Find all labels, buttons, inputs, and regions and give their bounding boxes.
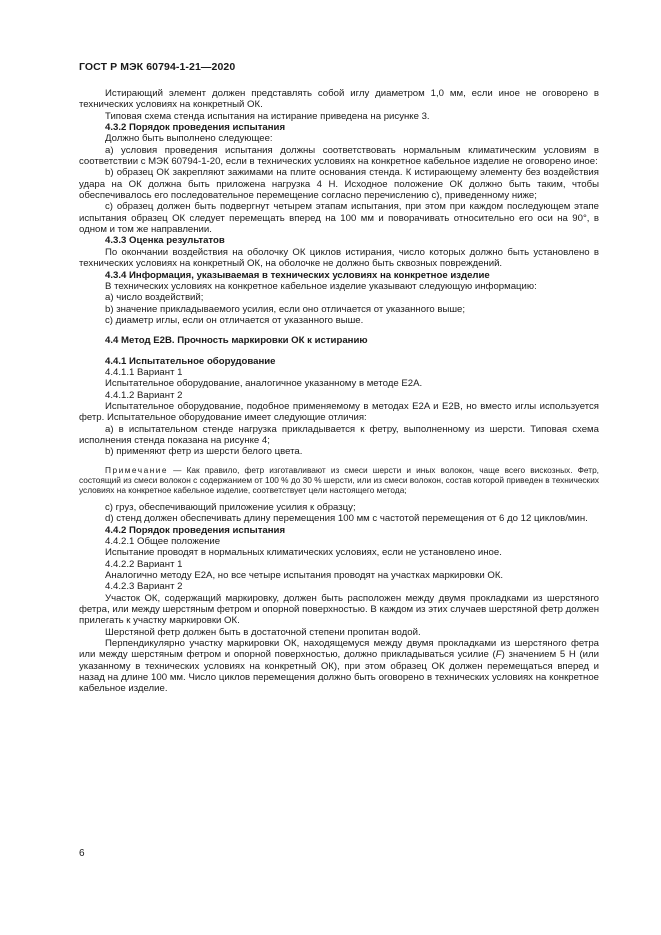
paragraph: По окончании воздействия на оболочку ОК циклов истирания, число которых должно быть установлено в технических условиях на конкретный ОК, на оболочке не должно быть сквозных повреждений. xyxy=(79,246,599,270)
list-item: b) значение прикладываемого усилия, если оно отличается от указанного выше; xyxy=(105,303,466,315)
list-item: b) образец ОК закрепляют зажимами на плите основания стенда. К истирающему элементу без воздействия удара на ОК должна быть приложена нагрузка 4 Н. Исходное положение ОК должно быть таким, чтобы обеспечивалось его последовательное перемещение согласно перечислению c), приведенному ниже; xyxy=(79,167,599,202)
document-body xyxy=(79,88,599,695)
list-item: d) стенд должен обеспечивать длину перемещения 100 мм с частотой перемещения от 6 до 12 циклов/мин. xyxy=(105,513,588,525)
paragraph: Должно быть выполнено следующее: xyxy=(105,133,273,145)
paragraph: Аналогично методу E2A, но все четыре испытания проводят на участках маркировки ОК. xyxy=(105,569,504,581)
subsection-heading: 4.4.2.2 Вариант 1 xyxy=(105,558,183,570)
paragraph: Испытательное оборудование, подобное применяемому в методах E2A и E2B, но вместо иглы используется фетр. Испытательное оборудование имеет следующие отличия: xyxy=(79,400,599,424)
note-text: — Как правило, фетр изготавливают из смеси шерсти и иных волокон, чаще всего вискозных. Фетр, состоящий из смеси волокон с содержанием от 100 % до 30 % шерсти, или из смеси волокон, состав которой приведен в технических условиях на конкретное кабельное изделие, соответствует цели настоящего метода; xyxy=(79,464,599,496)
list-item: a) в испытательном стенде нагрузка прикладывается к фетру, выполненному из шерсти. Типовая схема исполнения стенда показана на рисунке 4; xyxy=(79,423,599,446)
subsection-heading: 4.4.1.2 Вариант 2 xyxy=(105,389,183,401)
section-heading: 4.4.2 Порядок проведения испытания xyxy=(105,524,286,536)
section-heading: 4.4 Метод E2B. Прочность маркировки ОК к истиранию xyxy=(105,335,368,347)
section-heading: 4.3.3 Оценка результатов xyxy=(105,235,225,247)
subsection-heading: 4.4.1.1 Вариант 1 xyxy=(105,366,183,378)
paragraph: Участок ОК, содержащий маркировку, должен быть расположен между двумя прокладками из шерстяного фетра, или между шерстяным фетром и опорной поверхностью. В каждом из этих случаев шерстяной фетр должен прилегать к участку маркировки ОК. xyxy=(79,592,599,627)
section-heading: 4.3.4 Информация, указываемая в технических условиях на конкретное изделие xyxy=(105,269,490,281)
paragraph: Шерстяной фетр должен быть в достаточной степени пропитан водой. xyxy=(105,626,421,638)
subsection-heading: 4.4.2.1 Общее положение xyxy=(105,535,221,547)
list-item: c) диаметр иглы, если он отличается от указанного выше. xyxy=(105,314,364,326)
list-item: b) применяют фетр из шерсти белого цвета. xyxy=(105,446,303,458)
list-item: a) число воздействий; xyxy=(105,292,204,304)
paragraph: Истирающий элемент должен представлять собой иглу диаметром 1,0 мм, если иное не оговорено в технических условиях на конкретный ОК. xyxy=(79,88,599,111)
paragraph xyxy=(79,638,599,695)
section-heading: 4.4.1 Испытательное оборудование xyxy=(105,355,276,367)
list-item: a) условия проведения испытания должны соответствовать нормальным климатическим условиям в соответствии с МЭК 60794-1-20, если в технических условиях на конкретное кабельное изделие не оговорено иное: xyxy=(79,144,599,168)
paragraph-text: ) значением 5 Н (или указанному в технических условиях на конкретный ОК), при этом образец ОК должен перемещаться вперед и назад на длине 100 мм. Число циклов перемещения должно быть оговорено в технических условиях на конкретное кабельное изделие. xyxy=(79,649,599,695)
paragraph-text: Перпендикулярно участку маркировки ОК, находящемуся между двумя прокладками из шерстяного фетра или между шерстяным фетром и опорной поверхностью, должно прикладываться усилие ( xyxy=(79,638,599,661)
page-number: 6 xyxy=(79,848,85,859)
list-item: c) образец должен быть подвергнут четырем этапам испытания, при этом при каждом последующем этапе испытания образец ОК следует перемещать вперед на 100 мм и поворачивать относительно его оси на 90°, в одном и том же направлении. xyxy=(79,201,599,236)
list-item: c) груз, обеспечивающий приложение усилия к образцу; xyxy=(105,501,356,513)
note-label: Примечание xyxy=(105,464,169,475)
document-header: ГОСТ Р МЭК 60794-1-21—2020 xyxy=(79,61,236,73)
section-heading: 4.3.2 Порядок проведения испытания xyxy=(105,122,286,134)
note xyxy=(79,465,599,496)
paragraph: Испытательное оборудование, аналогичное указанному в методе E2A. xyxy=(105,378,423,390)
force-symbol: F xyxy=(495,649,502,661)
paragraph: Испытание проводят в нормальных климатических условиях, если не установлено иное. xyxy=(105,547,502,559)
paragraph: Типовая схема стенда испытания на истирание приведена на рисунке 3. xyxy=(105,110,430,122)
paragraph: В технических условиях на конкретное кабельное изделие указывают следующую информацию: xyxy=(105,280,537,292)
subsection-heading: 4.4.2.3 Вариант 2 xyxy=(105,581,183,593)
